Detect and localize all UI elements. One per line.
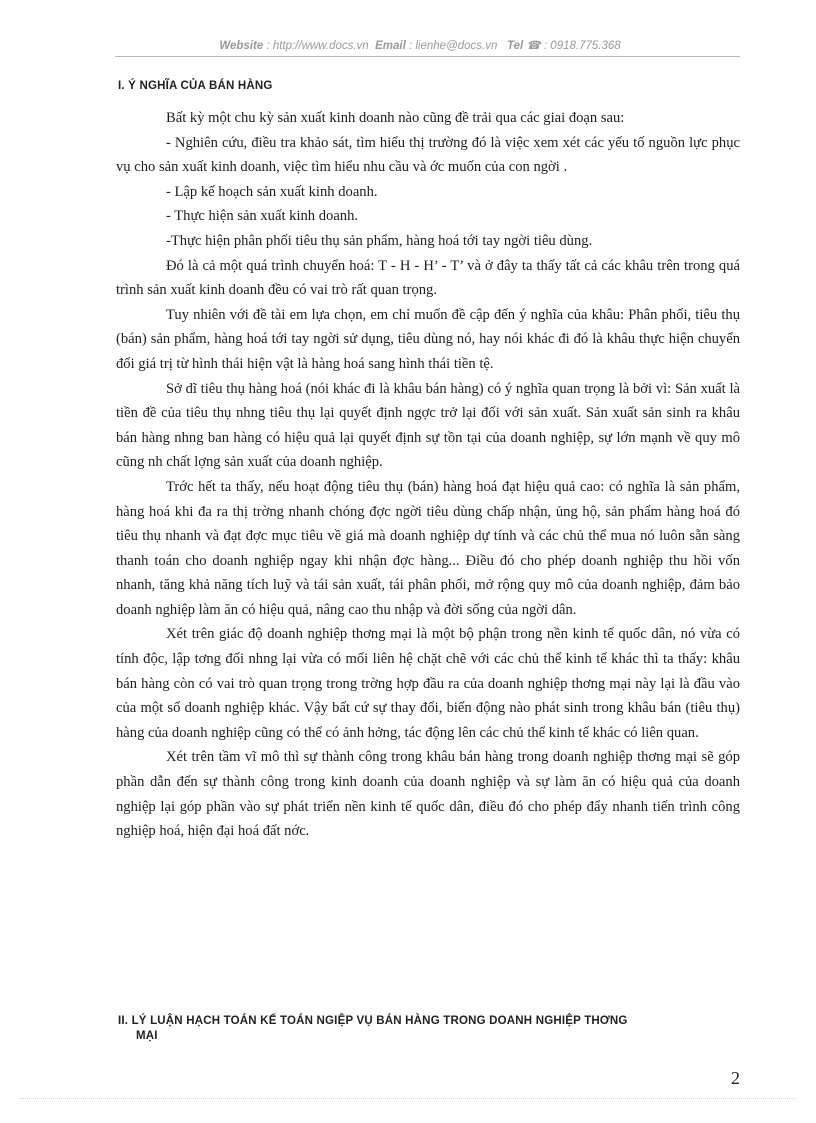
- page-header: [115, 38, 725, 52]
- section-2-heading-line-1: II. LÝ LUẬN HẠCH TOÁN KẾ TOÁN NGIỆP VỤ BÁN HÀNG TRONG DOANH NGHIỆP THƠNG: [118, 1015, 628, 1027]
- paragraph: Sở dĩ tiêu thụ hàng hoá (nói khác đi là khâu bán hàng) có ý nghĩa quan trọng là bởi vì: Sản xuất là tiền đề của tiêu thụ nhng tiêu thụ lại quyết định ngợc trở lại đối với sản xuất. Sản xuất sản sinh ra khâu bán hàng nhng ban hàng có hiệu quả lại quyết định sự tồn tại của doanh nghiệp, sự lớn mạnh về quy mô cũng nh chất lợng sản xuất của doanh nghiệp.: [116, 380, 740, 471]
- paragraph: Tuy nhiên với đề tài em lựa chọn, em chỉ muốn đề cập đến ý nghĩa của khâu: Phân phối, tiêu thụ (bán) sản phẩm, hàng hoá tới tay ngời sử dụng, tiêu dùng nó, hay nói khác đi đó là khâu thực hiện chuyển đổi giá trị từ hình thái hiện vật là hàng hoá sang hình thái tiền tệ.: [116, 306, 740, 372]
- website-value: : http://www.docs.vn: [266, 40, 369, 52]
- section-1-heading: I. Ý NGHĨA CỦA BÁN HÀNG: [118, 80, 273, 92]
- phone-icon: ☎: [526, 40, 541, 52]
- page-number: 2: [731, 1068, 740, 1088]
- paragraph: Trớc hết ta thấy, nếu hoạt động tiêu thụ (bán) hàng hoá đạt hiệu quả cao: có nghĩa là sản phẩm, hàng hoá khi đa ra thị trờng nhanh chóng đợc ngời tiêu dùng chấp nhận, ủng hộ, sản phẩm hàng hoá đó tiêu thụ nhanh và đạt đợc mục tiêu về giá mà doanh nghiệp dự tính và các chủ thể mua nó luôn sẵn sàng thanh toán cho doanh nghiệp ngay khi nhận đợc hàng... Điều đó cho phép doanh nghiệp thu hồi vốn nhanh, tăng khả năng tích luỹ và tái sản xuất, tái phân phối, mở rộng quy mô của doanh nghiệp, đảm bảo doanh nghiệp làm ăn có hiệu quả, nâng cao thu nhập và đời sống của ngời dân.: [116, 478, 740, 618]
- footer-divider: [20, 1098, 796, 1099]
- section-2-heading-line-2: MẠI: [136, 1030, 158, 1042]
- tel-value: : 0918.775.368: [543, 40, 621, 52]
- paragraph: -Thực hiện phân phối tiêu thụ sản phẩm, hàng hoá tới tay ngời tiêu dùng.: [166, 232, 593, 249]
- section-2-heading: [118, 1014, 738, 1044]
- paragraph: - Thực hiện sản xuất kinh doanh.: [166, 208, 359, 225]
- paragraph: - Lập kế hoạch sản xuất kinh doanh.: [166, 183, 378, 200]
- paragraph: Đó là cả một quá trình chuyển hoá: T - H - H’ - T’ và ở đây ta thấy tất cả các khâu trên trong quá trình sản xuất kinh doanh đều có vai trò rất quan trọng.: [116, 257, 740, 299]
- section-1-body: [116, 106, 740, 844]
- paragraph: - Nghiên cứu, điều tra khảo sát, tìm hiểu thị trường đó là việc xem xét các yếu tố nguồn lực phục vụ cho sản xuất kinh doanh, việc tìm hiểu nhu cầu và ớc muốn của con ngời .: [116, 134, 740, 176]
- paragraph: Xét trên giác độ doanh nghiệp thơng mại là một bộ phận trong nền kinh tế quốc dân, nó vừa có tính độc, lập tơng đối nhng lại vừa có mối liên hệ chặt chẽ với các chủ thể kinh tế khác thì ta thấy: khâu bán hàng còn có vai trò quan trọng trong trờng hợp đầu ra của doanh nghiệp thơng mại này lại là đầu vào của một số doanh nghiệp khác. Vậy bất cứ sự thay đổi, biến động nào phát sinh trong khâu bán (tiêu thụ) hàng của doanh nghiệp cũng có thể có ảnh hởng, tác động lên các chủ thể kinh tế khác có liên quan.: [116, 626, 740, 741]
- email-value: : lienhe@docs.vn: [408, 40, 498, 52]
- paragraph: Bất kỳ một chu kỳ sản xuất kinh doanh nào cũng đề trải qua các giai đoạn sau:: [166, 110, 625, 126]
- website-label: Website: [219, 40, 264, 52]
- email-label: Email: [375, 40, 406, 52]
- paragraph: Xét trên tầm vĩ mô thì sự thành công trong khâu bán hàng trong doanh nghiệp thơng mại sẽ góp phần dẫn đến sự thành công trong kinh doanh của doanh nghiệp và sự làm ăn có hiệu quả của doanh nghiệp lại góp phần vào sự phát triển nền kinh tế quốc dân, điều đó cho phép đẩy nhanh tiến trình công nghiệp hoá, hiện đại hoá đất nớc.: [116, 749, 740, 840]
- tel-label: Tel: [506, 40, 524, 52]
- header-divider: [115, 56, 740, 57]
